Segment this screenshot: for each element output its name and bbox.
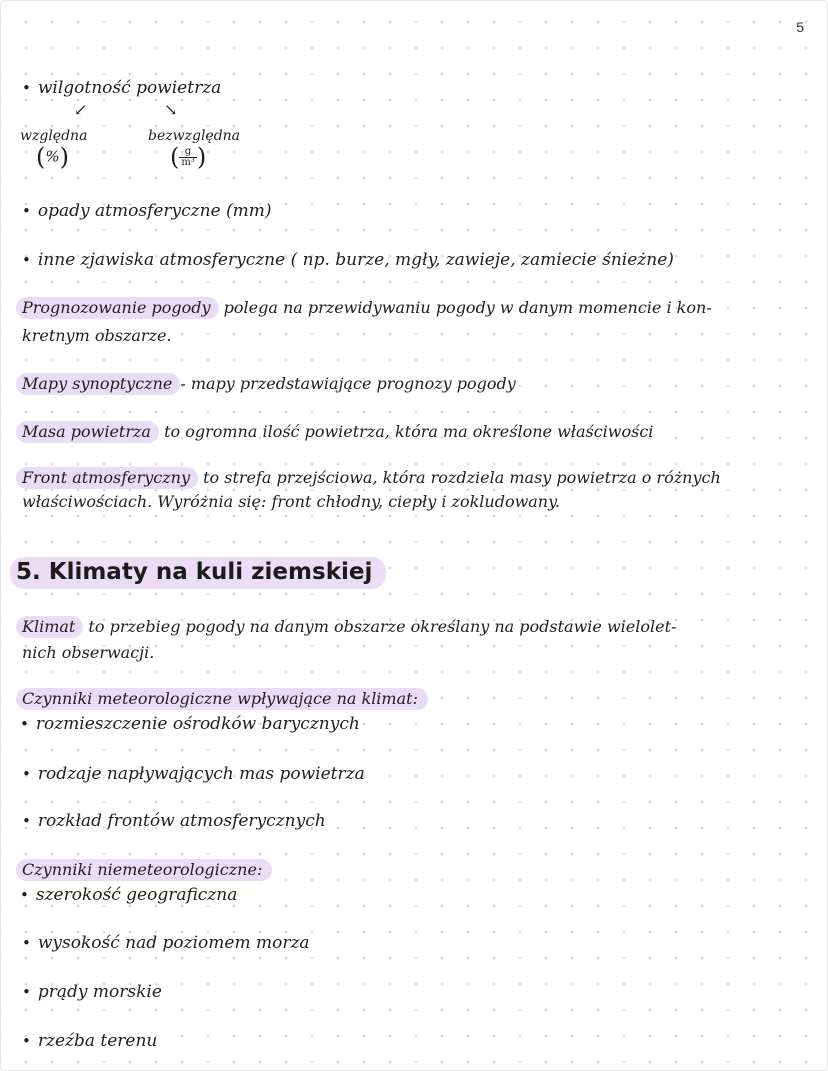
humidity-title: wilgotność powietrza	[37, 78, 222, 98]
humidity-relative-unit: (%)	[36, 143, 70, 171]
list-item-text: prądy morskie	[37, 982, 162, 1002]
bullet-dot: •	[22, 202, 31, 220]
term-highlight: Front atmosferyczny	[16, 467, 198, 489]
definition-front-line1	[22, 468, 721, 487]
bullet-dot: •	[22, 812, 31, 830]
term-highlight: Klimat	[16, 616, 83, 638]
bullet-dot: •	[22, 934, 31, 952]
absolute-unit-denominator: m³	[181, 156, 195, 168]
list-item	[22, 1031, 157, 1051]
bullet-dot: •	[20, 886, 29, 904]
definition-maps	[22, 374, 516, 393]
bullet-dot: •	[22, 983, 31, 1001]
heading-highlight: Czynniki niemeteorologiczne:	[16, 859, 272, 881]
definition-forecast-line2: kretnym obszarze.	[22, 326, 172, 345]
definition-text: to przebieg pogody na danym obszarze określany na podstawie wielolet-	[88, 617, 677, 636]
list-item-text: rzeźba terenu	[37, 1031, 158, 1051]
definition-air-mass	[22, 422, 653, 441]
definition-text: polega na przewidywaniu pogody w danym momencie i kon-	[223, 298, 712, 317]
bullet-dot: •	[22, 765, 31, 783]
heading-highlight: Czynniki meteorologiczne wpływające na klimat:	[16, 688, 428, 710]
definition-climate-line1	[22, 617, 676, 636]
meteorological-heading	[22, 689, 428, 708]
list-item	[22, 933, 310, 953]
absolute-unit-numerator: g	[179, 147, 197, 158]
list-item	[22, 811, 326, 831]
definition-text: to strefa przejściowa, która rozdziela masy powietrza o różnych	[203, 468, 721, 487]
humidity-absolute-label: bezwzględna	[148, 128, 241, 144]
list-item-text: rodzaje napływających mas powietrza	[37, 764, 365, 784]
definition-front-line2: właściwościach. Wyróżnia się: front chłodny, ciepły i zokludowany.	[22, 492, 561, 511]
bullet-dot: •	[22, 79, 31, 97]
absolute-unit-fraction	[179, 147, 197, 168]
term-highlight: Masa powietrza	[16, 421, 159, 443]
list-item-text: rozkład frontów atmosferycznych	[37, 811, 326, 831]
arrow-down-right-icon: ↘	[164, 100, 178, 119]
list-item	[20, 885, 237, 905]
page-number: 5	[796, 19, 804, 35]
list-item-text: szerokość geograficzna	[35, 885, 238, 905]
list-item	[20, 714, 360, 734]
definition-text: to ogromna ilość powietrza, która ma określone właściwości	[164, 422, 654, 441]
bullet-other-phenomena	[22, 250, 674, 270]
term-highlight: Prognozowanie pogody	[16, 297, 219, 319]
non-meteorological-heading	[22, 860, 272, 879]
list-item-text: rozmieszczenie ośrodków barycznych	[35, 714, 360, 734]
term-highlight: Mapy synoptyczne	[16, 373, 180, 395]
list-item	[22, 764, 365, 784]
definition-climate-line2: nich obserwacji.	[22, 643, 155, 662]
bullet-precipitation	[22, 201, 272, 221]
bullet-dot: •	[22, 1032, 31, 1050]
definition-forecast-line1	[22, 298, 712, 317]
definition-text: - mapy przedstawiające prognozy pogody	[180, 374, 516, 393]
humidity-title-line	[22, 78, 221, 98]
bullet-dot: •	[20, 715, 29, 733]
arrow-down-left-icon: ↙	[74, 100, 88, 119]
humidity-absolute-unit: ( $\frac{g}{\text{m³}}$ )	[170, 143, 207, 171]
section-title: 5. Klimaty na kuli ziemskiej	[10, 557, 386, 589]
humidity-relative-label: względna	[20, 128, 88, 144]
list-item	[22, 982, 162, 1002]
bullet-text: opady atmosferyczne (mm)	[37, 201, 272, 221]
bullet-text: inne zjawiska atmosferyczne ( np. burze, mgły, zawieje, zamiecie śnieżne)	[37, 250, 674, 270]
list-item-text: wysokość nad poziomem morza	[37, 933, 310, 953]
relative-unit-text: %	[45, 147, 60, 166]
bullet-dot: •	[22, 251, 31, 269]
